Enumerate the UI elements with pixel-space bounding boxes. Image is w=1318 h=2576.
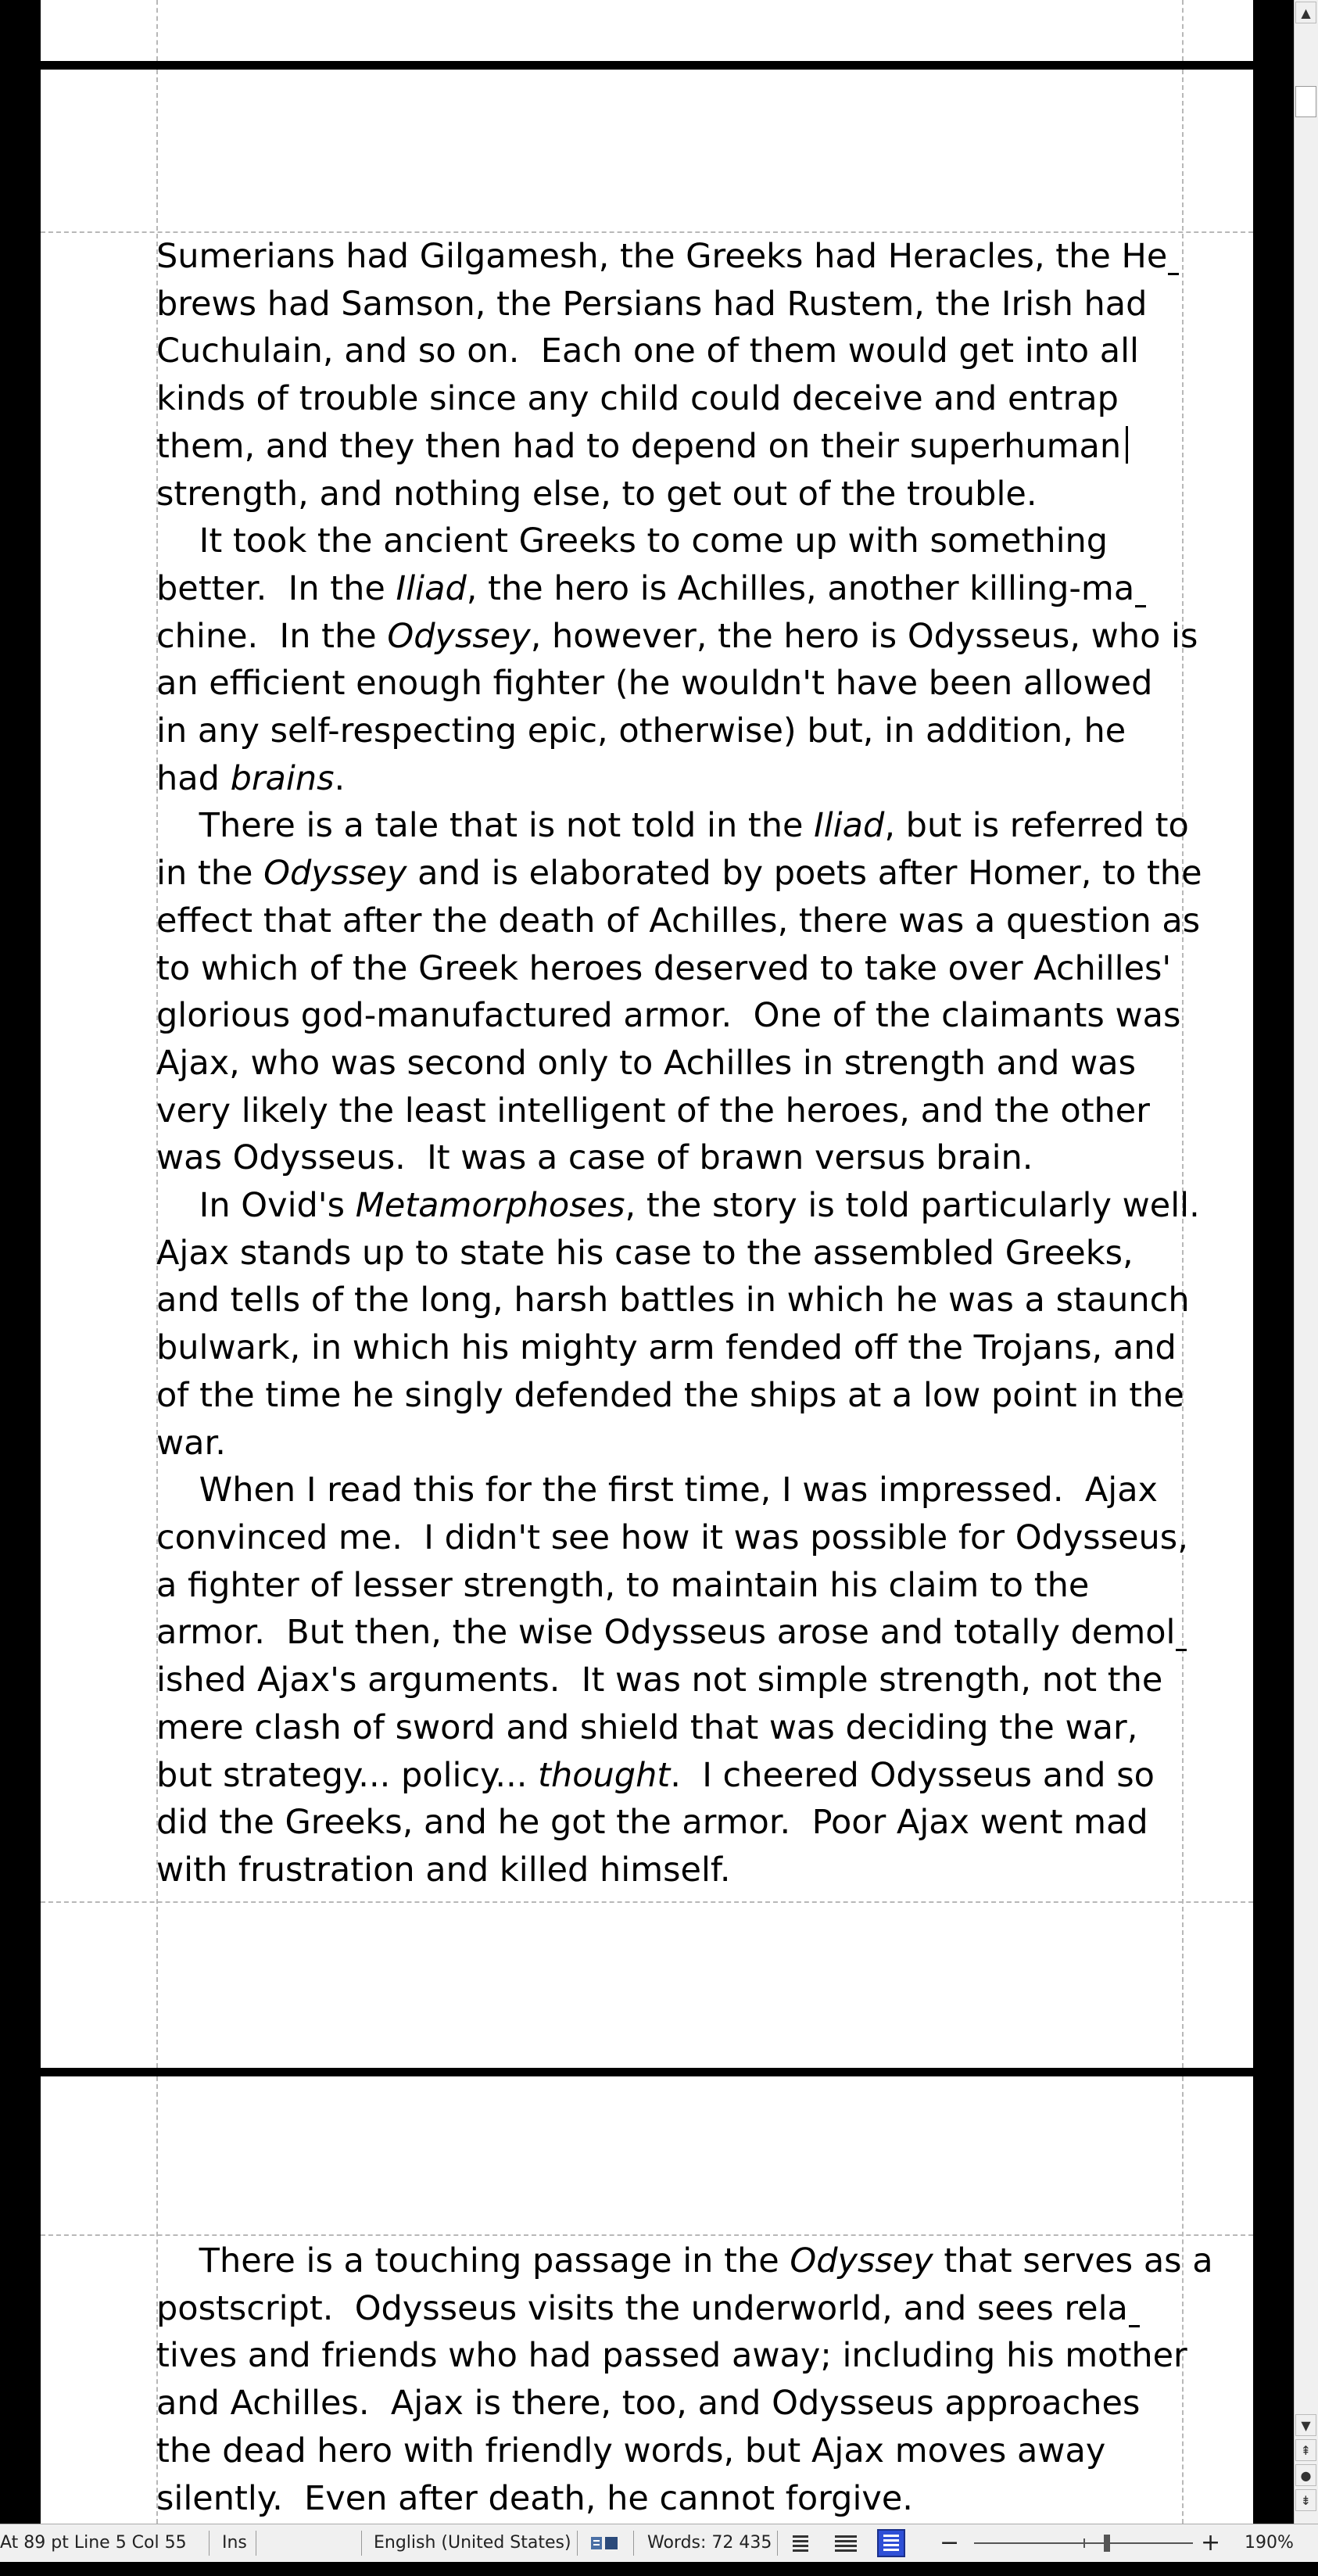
desk-left bbox=[0, 0, 41, 2524]
book-view-icon[interactable] bbox=[877, 2529, 905, 2557]
text-run: them, and they then had to depend on their superhuman bbox=[156, 426, 1122, 466]
text-line[interactable] bbox=[156, 1609, 1182, 1657]
text-run: very likely the least intelligent of the heroes, and the other bbox=[156, 1091, 1150, 1130]
text-run: in the bbox=[156, 854, 264, 894]
multi-page-view-icon[interactable] bbox=[832, 2529, 860, 2557]
text-run: bulwark, in which his mighty arm fended off the Trojans, and bbox=[156, 1328, 1177, 1368]
zoom-in-button[interactable]: + bbox=[1201, 2529, 1221, 2556]
page-gap bbox=[41, 61, 1253, 70]
italic-text: Odyssey bbox=[263, 854, 407, 894]
text-line[interactable] bbox=[156, 945, 1182, 993]
soft-hyphen-mark bbox=[1135, 605, 1146, 607]
status-separator bbox=[577, 2531, 578, 2556]
word-count[interactable]: Words: 72 435 bbox=[647, 2533, 772, 2553]
soft-hyphen-mark bbox=[1176, 1649, 1187, 1651]
single-page-view-icon[interactable] bbox=[786, 2529, 815, 2557]
language-selector[interactable]: English (United States) bbox=[374, 2533, 571, 2553]
text-run: mere clash of sword and shield that was deciding the war, bbox=[156, 1707, 1138, 1747]
italic-text: Odyssey bbox=[790, 2241, 933, 2280]
scroll-up-button[interactable]: ▲ bbox=[1295, 2, 1316, 23]
text-run: but strategy... policy... bbox=[156, 1755, 539, 1795]
text-run: , but is referred to bbox=[884, 806, 1189, 846]
text-run: When I read this for the first time, I was impressed. Ajax bbox=[156, 1471, 1158, 1510]
text-run: tives and friends who had passed away; including his mother bbox=[156, 2336, 1187, 2376]
text-run: that serves as a bbox=[933, 2241, 1213, 2280]
status-separator bbox=[361, 2531, 362, 2556]
text-line[interactable] bbox=[156, 1752, 1182, 1800]
text-run: and is elaborated by poets after Homer, to the bbox=[407, 854, 1202, 894]
desk-right bbox=[1253, 0, 1294, 2524]
text-line[interactable] bbox=[156, 1847, 1182, 1894]
text-line[interactable] bbox=[156, 1420, 1182, 1467]
text-line[interactable] bbox=[156, 518, 1182, 565]
text-run: of the time he singly defended the ships at a low point in the bbox=[156, 1375, 1184, 1415]
text-line[interactable] bbox=[156, 802, 1189, 850]
soft-hyphen-mark bbox=[1168, 273, 1179, 275]
text-line[interactable] bbox=[156, 471, 1182, 518]
text-run: the dead hero with friendly words, but Ajax moves away bbox=[156, 2431, 1106, 2470]
text-run: postscript. Odysseus visits the underworld, and sees rela bbox=[156, 2288, 1128, 2328]
previous-page-button[interactable]: ⇞ bbox=[1295, 2439, 1316, 2461]
text-line[interactable] bbox=[156, 1514, 1188, 1562]
text-run: brews had Samson, the Persians had Rustem, the Irish had bbox=[156, 284, 1148, 324]
text-line[interactable] bbox=[156, 1372, 1182, 1420]
status-separator bbox=[633, 2531, 634, 2556]
text-run: armor. But then, the wise Odysseus arose and totally demol bbox=[156, 1613, 1176, 1653]
status-separator bbox=[209, 2531, 210, 2556]
text-line[interactable] bbox=[156, 1182, 1200, 1230]
text-run: There is a touching passage in the bbox=[156, 2241, 790, 2280]
text-line[interactable] bbox=[156, 1657, 1182, 1704]
text-line[interactable] bbox=[156, 233, 1182, 281]
scrollbar-thumb[interactable] bbox=[1295, 86, 1316, 117]
text-cursor bbox=[1126, 426, 1128, 464]
body-text-page-2[interactable] bbox=[156, 2237, 1213, 2522]
text-line[interactable] bbox=[156, 660, 1182, 708]
text-run: better. In the bbox=[156, 568, 396, 608]
text-run: , however, the hero is Odysseus, who is bbox=[530, 616, 1198, 656]
text-run: Cuchulain, and so on. Each one of them would get into all bbox=[156, 331, 1139, 371]
text-run: war. bbox=[156, 1423, 226, 1463]
text-run: a fighter of lesser strength, to maintain his claim to the bbox=[156, 1565, 1090, 1605]
text-line[interactable] bbox=[156, 897, 1201, 945]
cursor-position[interactable]: At 89 pt Line 5 Col 55 bbox=[0, 2533, 187, 2553]
text-line[interactable] bbox=[156, 708, 1182, 755]
margin-guide-right bbox=[1182, 2076, 1184, 2524]
italic-text: brains bbox=[230, 758, 335, 798]
text-run: strength, and nothing else, to get out of the trouble. bbox=[156, 474, 1037, 514]
text-line[interactable] bbox=[156, 1704, 1182, 1752]
text-line[interactable] bbox=[156, 2380, 1182, 2427]
text-run: Ajax stands up to state his case to the assembled Greeks, bbox=[156, 1233, 1134, 1273]
text-run: did the Greeks, and he got the armor. Poor Ajax went mad bbox=[156, 1803, 1148, 1843]
insert-mode[interactable]: Ins bbox=[222, 2533, 247, 2553]
text-run: and Achilles. Ajax is there, too, and Odysseus approaches bbox=[156, 2384, 1141, 2424]
text-line[interactable] bbox=[156, 613, 1198, 661]
text-run: . bbox=[334, 758, 346, 798]
text-line[interactable] bbox=[156, 2475, 1182, 2523]
text-run: kinds of trouble since any child could deceive and entrap bbox=[156, 379, 1119, 419]
text-run: to which of the Greek heroes deserved to take over Achilles' bbox=[156, 948, 1172, 988]
text-line[interactable] bbox=[156, 1324, 1182, 1372]
text-line[interactable] bbox=[156, 565, 1182, 613]
text-run: Sumerians had Gilgamesh, the Greeks had Heracles, the He bbox=[156, 237, 1168, 276]
text-line[interactable] bbox=[156, 755, 1182, 803]
margin-guide-right bbox=[1182, 70, 1184, 2068]
zoom-out-button[interactable]: − bbox=[940, 2529, 960, 2556]
status-bar bbox=[0, 2524, 1318, 2562]
document-signature-icon[interactable] bbox=[589, 2524, 621, 2562]
text-run: It took the ancient Greeks to come up with something bbox=[156, 521, 1108, 561]
page-gap bbox=[41, 2068, 1253, 2076]
text-run: chine. In the bbox=[156, 616, 388, 656]
text-line[interactable] bbox=[156, 1134, 1182, 1182]
text-line[interactable] bbox=[156, 328, 1182, 375]
text-run: in any self-respecting epic, otherwise) but, in addition, he bbox=[156, 711, 1126, 751]
margin-guide-right bbox=[1182, 0, 1184, 61]
text-line[interactable] bbox=[156, 2285, 1182, 2333]
margin-guide-left bbox=[156, 0, 158, 61]
text-run: , the hero is Achilles, another killing-ma bbox=[466, 568, 1135, 608]
text-run: convinced me. I didn't see how it was possible for Odysseus, bbox=[156, 1517, 1188, 1557]
italic-text: Iliad bbox=[814, 806, 885, 846]
text-run: with frustration and killed himself. bbox=[156, 1850, 731, 1890]
next-page-button[interactable]: ⇟ bbox=[1295, 2489, 1316, 2511]
text-run: There is a tale that is not told in the bbox=[156, 806, 815, 846]
zoom-slider-center-tick bbox=[1083, 2538, 1085, 2548]
scroll-down-button[interactable]: ▼ bbox=[1295, 2414, 1316, 2436]
italic-text: Odyssey bbox=[387, 616, 531, 656]
text-run: ished Ajax's arguments. It was not simple strength, not the bbox=[156, 1661, 1163, 1700]
text-line[interactable] bbox=[156, 2237, 1213, 2285]
text-line[interactable] bbox=[156, 1277, 1190, 1324]
body-text-page-1[interactable] bbox=[156, 233, 1202, 1894]
text-run: and tells of the long, harsh battles in which he was a staunch bbox=[156, 1281, 1190, 1320]
text-line[interactable] bbox=[156, 1040, 1182, 1087]
status-separator bbox=[777, 2531, 778, 2556]
italic-text: Metamorphoses bbox=[355, 1186, 625, 1226]
text-run: was Odysseus. It was a case of brawn versus brain. bbox=[156, 1138, 1033, 1178]
margin-guide-bottom bbox=[41, 1901, 1253, 1903]
vertical-scrollbar[interactable] bbox=[1294, 0, 1318, 2524]
text-run: silently. Even after death, he cannot forgive. bbox=[156, 2478, 913, 2518]
text-run: had bbox=[156, 758, 231, 798]
text-line[interactable] bbox=[156, 992, 1182, 1040]
text-run: glorious god-manufactured armor. One of the claimants was bbox=[156, 996, 1181, 1036]
text-line[interactable] bbox=[156, 1799, 1182, 1847]
text-line[interactable] bbox=[156, 1467, 1182, 1514]
text-line[interactable] bbox=[156, 850, 1202, 897]
margin-guide-top bbox=[41, 2234, 1253, 2236]
text-run: , the story is told particularly well. bbox=[625, 1186, 1200, 1226]
text-line[interactable] bbox=[156, 375, 1182, 423]
soft-hyphen-mark bbox=[1129, 2325, 1140, 2327]
text-line[interactable] bbox=[156, 281, 1182, 328]
zoom-slider-knob[interactable] bbox=[1104, 2535, 1110, 2552]
text-line[interactable] bbox=[156, 1087, 1182, 1135]
text-line[interactable] bbox=[156, 1562, 1182, 1610]
previous-page-bottom[interactable] bbox=[41, 0, 1253, 61]
text-run: effect that after the death of Achilles, there was a question as bbox=[156, 901, 1201, 940]
text-line[interactable] bbox=[156, 2427, 1182, 2475]
browse-navigation-button[interactable]: ● bbox=[1295, 2464, 1316, 2486]
text-run: an efficient enough fighter (he wouldn't have been allowed bbox=[156, 664, 1153, 704]
text-line[interactable] bbox=[156, 1230, 1182, 1277]
text-line[interactable] bbox=[156, 423, 1182, 471]
text-run: Ajax, who was second only to Achilles in strength and was bbox=[156, 1043, 1137, 1083]
text-run: . I cheered Odysseus and so bbox=[670, 1755, 1155, 1795]
zoom-level[interactable]: 190% bbox=[1245, 2533, 1294, 2553]
italic-text: thought bbox=[538, 1755, 671, 1795]
text-line[interactable] bbox=[156, 2332, 1187, 2380]
text-run: In Ovid's bbox=[156, 1186, 356, 1226]
italic-text: Iliad bbox=[396, 568, 467, 608]
